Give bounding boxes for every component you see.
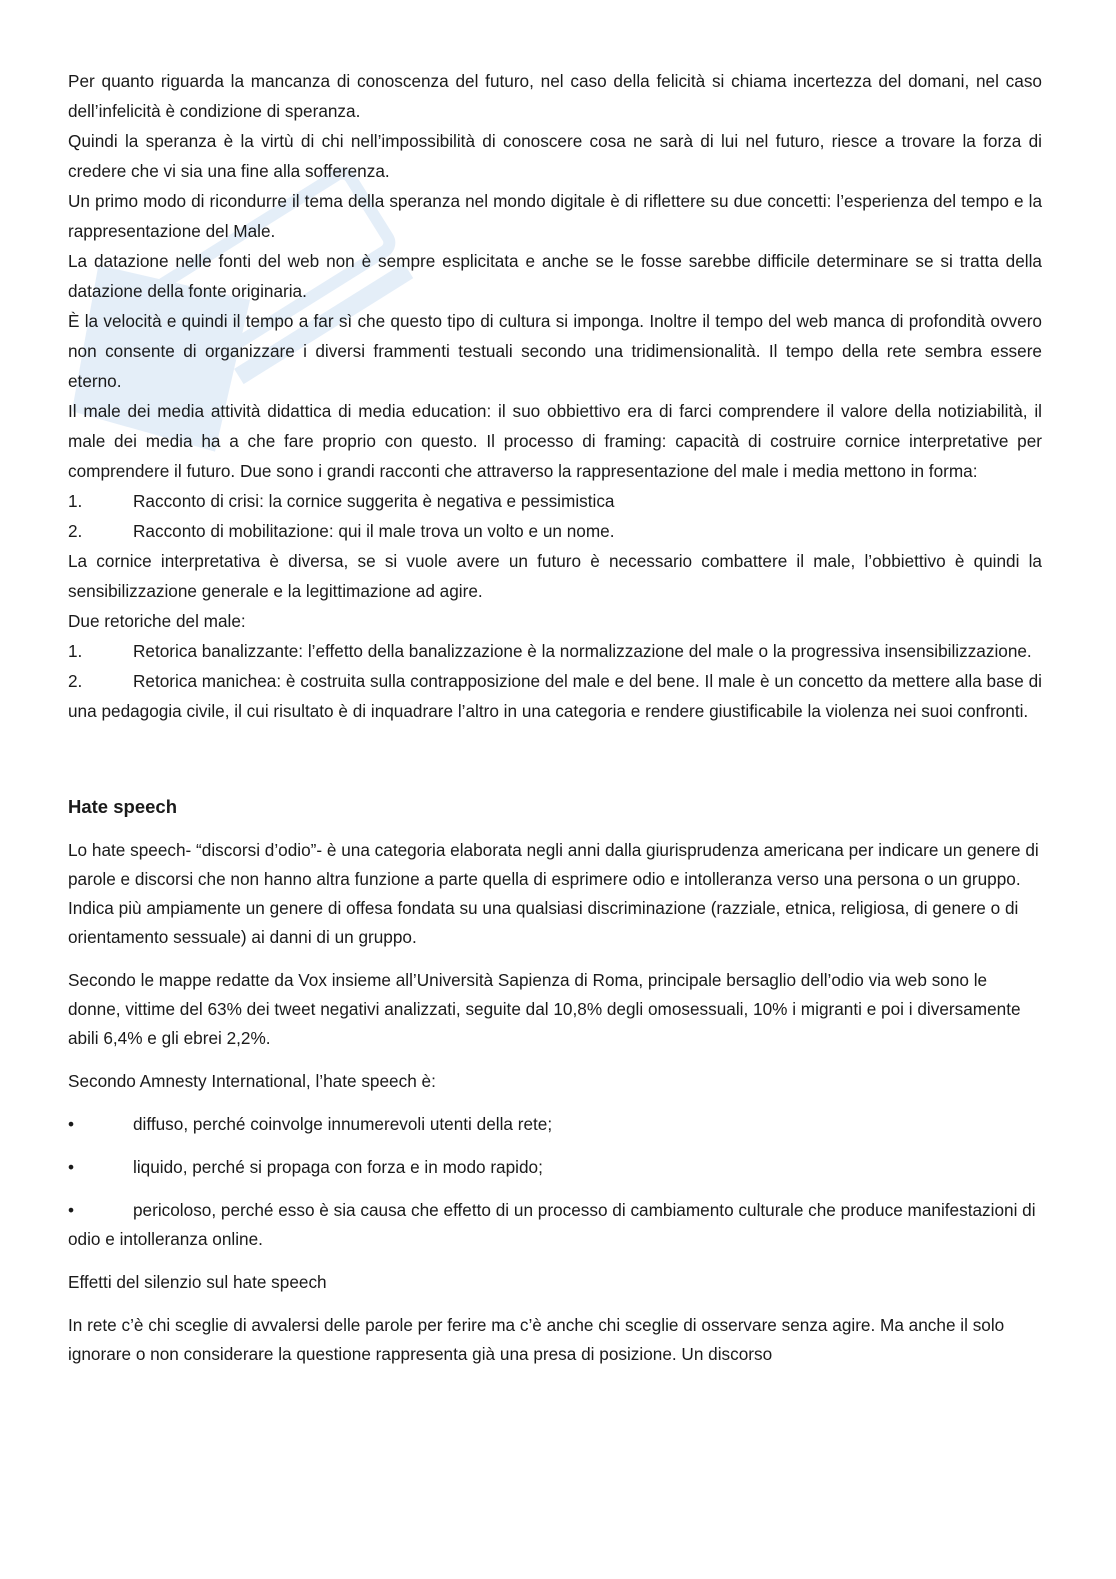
paragraph: La cornice interpretativa è diversa, se si vuole avere un futuro è necessario combattere il male, l’obbiettivo è quindi la sensibilizzazione generale e la legittimazione ad agire. <box>68 551 1042 601</box>
section-speranza <box>68 66 1042 726</box>
list-text: Retorica banalizzante: l’effetto della banalizzazione è la normalizzazione del male o la progressiva insensibilizzazione. <box>133 641 1032 661</box>
paragraph: Per quanto riguarda la mancanza di conoscenza del futuro, nel caso della felicità si chiama incertezza del domani, nel caso dell’infelicità è condizione di speranza. <box>68 71 1042 121</box>
list-item-racconto <box>68 516 1042 546</box>
paragraph: Secondo le mappe redatte da Vox insieme all’Università Sapienza di Roma, principale bersaglio dell’odio via web sono le donne, vittime del 63% dei tweet negativi analizzati, seguite dal 10,8% degli omosessuali, 10% i migranti e poi i diversamente abili 6,4% e gli ebrei 2,2%. <box>68 970 1021 1048</box>
paragraph: Due retoriche del male: <box>68 611 246 631</box>
paragraph: Quindi la speranza è la virtù di chi nell’impossibilità di conoscere cosa ne sarà di lui nel futuro, riesce a trovare la forza di credere che vi sia una fine alla sofferenza. <box>68 131 1042 181</box>
list-number: 1. <box>68 641 83 661</box>
paragraph: Un primo modo di ricondurre il tema della speranza nel mondo digitale è di riflettere su due concetti: l’esperienza del tempo e la rappresentazione del Male. <box>68 191 1042 241</box>
paragraph: È la velocità e quindi il tempo a far sì che questo tipo di cultura si imponga. Inoltre il tempo del web manca di profondità ovvero non consente di organizzare i diversi frammenti testuali secondo una tridimensionalità. Il tempo della rete sembra essere eterno. <box>68 311 1042 391</box>
bullet-text: pericoloso, perché esso è sia causa che effetto di un processo di cambiamento culturale che produce manifestazioni di odio e intolleranza online. <box>68 1200 1036 1249</box>
list-number: 2. <box>68 521 83 541</box>
bullet-item <box>68 1110 1042 1139</box>
paragraph: Il male dei media attività didattica di media education: il suo obbiettivo era di farci comprendere il valore della notiziabilità, il male dei media ha a che fare proprio con questo. Il processo di framing: capacità di costruire cornice interpretative per comprendere il futuro. Due sono i grandi racconti che attraverso la rappresentazione del male i media mettono in forma: <box>68 401 1042 481</box>
paragraph: In rete c’è chi sceglie di avvalersi delle parole per ferire ma c’è anche chi sceglie di osservare senza agire. Ma anche il solo ignorare o non considerare la questione rappresenta già una presa di posizione. Un discorso <box>68 1315 1005 1364</box>
bullet-mark: • <box>68 1114 75 1134</box>
list-text: Retorica manichea: è costruita sulla contrapposizione del male e del bene. Il male è un concetto da mettere alla base di una pedagogia civile, il cui risultato è di inquadrare l’altro in una categoria e rendere giustificabile la violenza nei suoi confronti. <box>68 671 1042 721</box>
list-item-retorica <box>68 636 1042 666</box>
list-number: 2. <box>68 671 83 691</box>
bullet-mark: • <box>68 1200 75 1220</box>
list-number: 1. <box>68 491 83 511</box>
bullet-mark: • <box>68 1157 75 1177</box>
paragraph: Secondo Amnesty International, l’hate speech è: <box>68 1071 436 1091</box>
list-text: Racconto di crisi: la cornice suggerita è negativa e pessimistica <box>133 491 615 511</box>
bullet-item <box>68 1153 1042 1182</box>
section-heading-hate-speech: Hate speech <box>68 796 177 817</box>
bullet-item <box>68 1196 1042 1254</box>
subheading-silenzio: Effetti del silenzio sul hate speech <box>68 1272 327 1292</box>
paragraph: Lo hate speech- “discorsi d’odio”- è una categoria elaborata negli anni dalla giurisprudenza americana per indicare un genere di parole e discorsi che non hanno altra funzione a parte quella di esprimere odio e intolleranza verso una persona o un gruppo. Indica più ampiamente un genere di offesa fondata su una qualsiasi discriminazione (razziale, etnica, religiosa, di genere o di orientamento sessuale) ai danni di un gruppo. <box>68 840 1039 947</box>
list-item-retorica <box>68 666 1042 726</box>
section-hate-speech <box>68 836 1042 1369</box>
paragraph: La datazione nelle fonti del web non è sempre esplicitata e anche se le fosse sarebbe difficile determinare se si tratta della datazione della fonte originaria. <box>68 251 1042 301</box>
list-text: Racconto di mobilitazione: qui il male trova un volto e un nome. <box>133 521 615 541</box>
document-body <box>68 66 1042 1369</box>
bullet-text: diffuso, perché coinvolge innumerevoli utenti della rete; <box>133 1114 553 1134</box>
list-item-racconto <box>68 486 1042 516</box>
bullet-text: liquido, perché si propaga con forza e in modo rapido; <box>133 1157 543 1177</box>
